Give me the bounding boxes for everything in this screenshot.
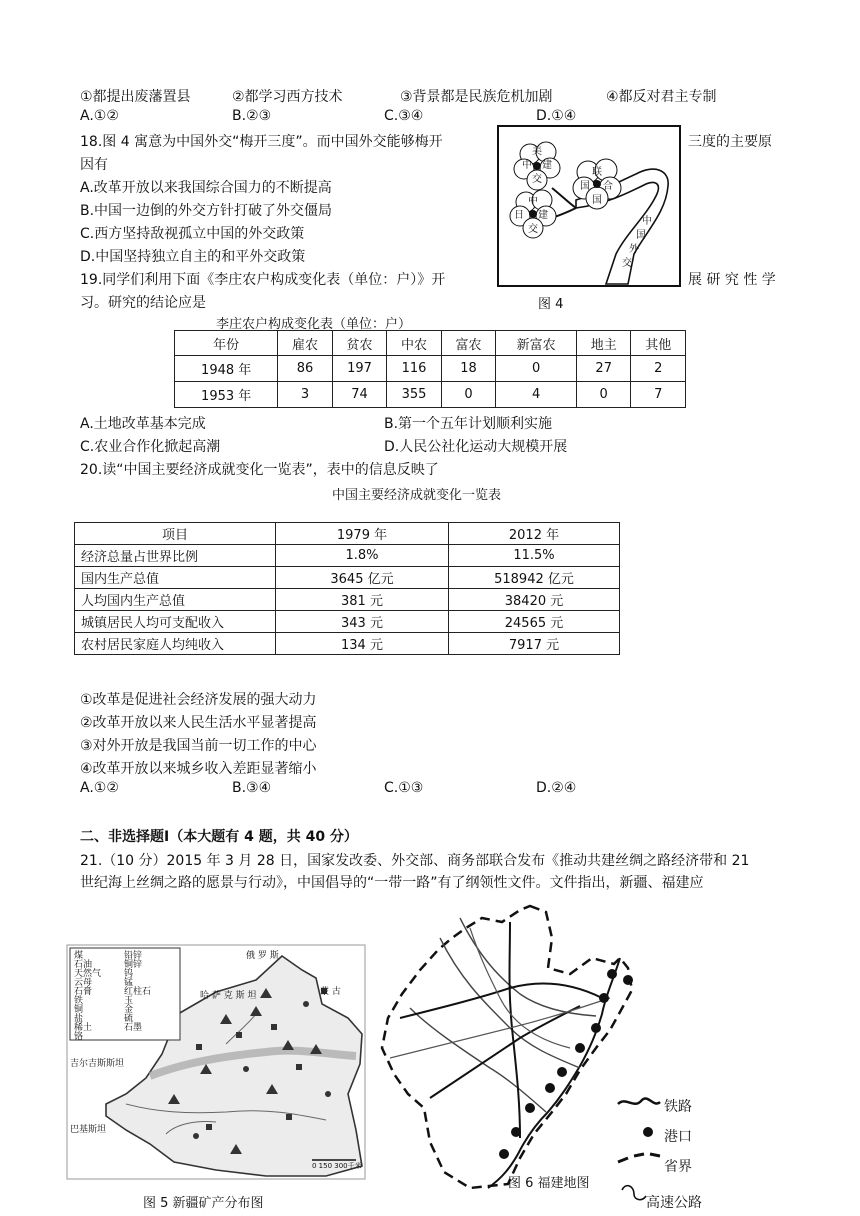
legend-port-label: 港口 [664,1129,692,1145]
fig5-legend-coal: 煤 [74,951,84,961]
q18-option-c: C.西方坚持敌视孤立中国的外交政策 [80,226,305,242]
table-cell: 1.8% [276,545,449,567]
table-cell: 11.5% [449,545,620,567]
figure-5-xinjiang-map [66,944,366,1184]
fig5-legend-gypsum: 石膏 [74,987,93,997]
table-header-cell: 贫农 [332,331,386,356]
fig5-legend-oil: 石油 [74,960,93,970]
fig5-legend-manganese: 锰 [124,978,134,988]
q17-statement-2: ②都学习西方技术 [232,89,343,105]
table-row [75,545,620,567]
table-header-cell: 2012 年 [449,523,620,545]
q18-stem-cont: 因有 [80,157,108,173]
fig5-legend-mica: 云母 [74,978,93,988]
table-cell: 2 [631,356,686,382]
table-cell: 1948 年 [175,356,278,382]
table-header-row [75,523,620,545]
table-cell: 24565 元 [449,611,620,633]
fig5-legend-graphite: 石墨 [124,1023,143,1033]
q17-option-b: B.②③ [232,108,272,124]
fig4-label-f3-3: 建 [538,210,548,221]
legend-boundary-label: 省界 [664,1159,692,1175]
figure-6-caption: 图 6 福建地图 [508,1176,590,1191]
fig5-scale: 0 150 300千米 [312,1162,362,1170]
table-header-cell: 年份 [175,331,278,356]
q18-stem-right: 三度的主要原 [688,134,772,150]
table-cell: 人均国内生产总值 [75,589,276,611]
table-row [75,567,620,589]
figure-6-fujian-map [370,898,650,1198]
fig5-place-kyrgyzstan: 吉尔吉斯斯坦 [70,1059,125,1069]
legend-highway-label: 高速公路 [646,1195,702,1211]
table-header-cell: 中农 [387,331,441,356]
q17-option-c: C.③④ [384,108,424,124]
table-cell: 18 [441,356,495,382]
figure-5-caption: 图 5 新疆矿产分布图 [143,1196,264,1211]
fig4-label-f2-1: 联 [592,167,602,178]
table-cell: 74 [332,382,386,408]
q20-statement-3: ③对外开放是我国当前一切工作的中心 [80,738,317,754]
table-row [175,356,686,382]
fig5-legend-sulfur: 硫 [124,1014,134,1024]
q19-table [174,330,686,408]
q19-option-b: B.第一个五年计划顺利实施 [384,416,553,432]
table-header-cell: 雇农 [278,331,332,356]
table-header-cell: 其他 [631,331,686,356]
table-cell: 0 [576,382,630,408]
fig4-branch-2: 国 [636,230,646,241]
fig5-legend-lead-zinc: 铅锌 [124,951,143,961]
fig5-legend-andalusite: 红柱石 [124,987,152,997]
fig4-label-f3-4: 交 [528,224,538,235]
q17-statement-3: ③背景都是民族危机加剧 [400,89,553,105]
table-cell: 国内生产总值 [75,567,276,589]
table-cell: 86 [278,356,332,382]
fig4-label-f1-3: 建 [542,160,552,171]
q21-stem-line-1: 21.（10 分）2015 年 3 月 28 日，国家发改委、外交部、商务部联合发布《推动共建丝绸之路经济带和 21 [80,853,750,869]
table-cell: 7 [631,382,686,408]
table-cell: 197 [332,356,386,382]
fig4-label-f2-4: 国 [592,195,602,206]
table-header-cell: 1979 年 [276,523,449,545]
q20-table-title: 中国主要经济成就变化一览表 [332,488,502,503]
fig4-branch-1: 中 [642,216,652,227]
fig4-label-f1-2: 中 [522,160,532,171]
table-row [75,589,620,611]
table-header-cell: 项目 [75,523,276,545]
q19-stem: 19.同学们利用下面《李庄农户构成变化表（单位：户）》开 [80,272,446,288]
table-cell: 1953 年 [175,382,278,408]
figure-4-plum-diagram [496,124,682,288]
q18-option-b: B.中国一边倒的外交方针打破了外交僵局 [80,203,333,219]
table-cell: 农村居民家庭人均纯收入 [75,633,276,655]
table-row [175,382,686,408]
q18-option-d: D.中国坚持独立自主的和平外交政策 [80,249,306,265]
q20-stem: 20.读“中国主要经济成就变化一览表”，表中的信息反映了 [80,462,439,478]
fig5-place-pakistan: 巴基斯坦 [70,1125,107,1135]
table-cell: 38420 元 [449,589,620,611]
table-cell: 355 [387,382,441,408]
table-cell: 城镇居民人均可支配收入 [75,611,276,633]
table-header-cell: 地主 [576,331,630,356]
fig4-label-f1-1: 美 [532,146,542,157]
fig5-legend-copper: 铜 [74,1005,84,1015]
q17-statement-1: ①都提出废藩置县 [80,89,191,105]
table-cell: 3 [278,382,332,408]
port-icon [643,1127,653,1137]
table-cell: 7917 元 [449,633,620,655]
fig5-legend-tungsten: 钨 [124,969,134,979]
table-cell: 0 [441,382,495,408]
fig5-place-kazakhstan: 哈 萨 克 斯 坦 [200,991,257,1001]
q20-option-c: C.①③ [384,780,424,796]
table-row [75,611,620,633]
fig5-legend-gas: 天然气 [74,969,102,979]
table-header-cell: 富农 [441,331,495,356]
table-cell: 0 [496,356,577,382]
figure-4-caption: 图 4 [538,297,564,312]
fig5-legend-jade: 玉 [124,996,134,1006]
table-cell: 3645 亿元 [276,567,449,589]
fig5-legend-copper-zinc: 铜锌 [124,960,143,970]
q20-option-a: A.①② [80,780,119,796]
fig4-label-f3-1: 中 [528,196,538,207]
fig4-label-f3-2: 日 [514,210,524,221]
fig5-legend-salt: 盐 [74,1014,84,1024]
q19-option-d: D.人民公社化运动大规模开展 [384,439,568,455]
fig4-branch-3: 外 [629,244,639,255]
q19-stem-cont: 习。研究的结论应是 [80,295,206,311]
q20-option-b: B.③④ [232,780,272,796]
table-cell: 134 元 [276,633,449,655]
fig5-legend-gold: 金 [124,1005,134,1015]
table-cell: 116 [387,356,441,382]
q18-stem: 18.图 4 寓意为中国外交“梅开三度”。而中国外交能够梅开 [80,134,443,150]
table-row [75,633,620,655]
q18-option-a: A.改革开放以来我国综合国力的不断提高 [80,180,332,196]
fig4-label-f1-4: 交 [532,174,542,185]
q19-stem-right: 展 研 究 性 学 [688,272,776,288]
table-cell: 27 [576,356,630,382]
legend-railway-label: 铁路 [664,1099,692,1115]
q19-option-a: A.土地改革基本完成 [80,416,206,432]
fig4-branch-4: 交 [622,258,632,269]
fig5-legend-chromium: 铬 [74,1032,84,1042]
q19-option-c: C.农业合作化掀起高潮 [80,439,221,455]
q17-option-a: A.①② [80,108,119,124]
table-cell: 4 [496,382,577,408]
q20-statement-1: ①改革是促进社会经济发展的强大动力 [80,692,317,708]
q20-statement-2: ②改革开放以来人民生活水平显著提高 [80,715,317,731]
q17-option-d: D.①④ [536,108,577,124]
fig5-legend-rare-earth: 稀土 [74,1023,93,1033]
fig4-label-f2-2: 国 [580,181,590,192]
fig5-place-russia: 俄 罗 斯 [246,951,279,961]
fig4-label-f2-3: 合 [603,181,613,192]
section-2-heading: 二、非选择题Ⅰ（本大题有 4 题，共 40 分） [80,829,358,845]
q21-stem-line-2: 世纪海上丝绸之路的愿景与行动》，中国倡导的“一带一路”有了纲领性文件。文件指出，新疆、福建应 [80,875,704,891]
table-header-cell: 新富农 [496,331,577,356]
fig5-legend-iron: 铁 [74,996,84,1006]
fig5-place-mongolia: 蒙 古 [320,987,341,997]
table-cell: 经济总量占世界比例 [75,545,276,567]
table-cell: 343 元 [276,611,449,633]
q20-table [74,522,620,655]
q20-option-d: D.②④ [536,780,577,796]
table-cell: 381 元 [276,589,449,611]
table-cell: 518942 亿元 [449,567,620,589]
q17-statement-4: ④都反对君主专制 [606,89,717,105]
table-header-row [175,331,686,356]
q20-statement-4: ④改革开放以来城乡收入差距显著缩小 [80,761,317,777]
q19-table-title: 李庄农户构成变化表（单位：户） [216,317,412,332]
